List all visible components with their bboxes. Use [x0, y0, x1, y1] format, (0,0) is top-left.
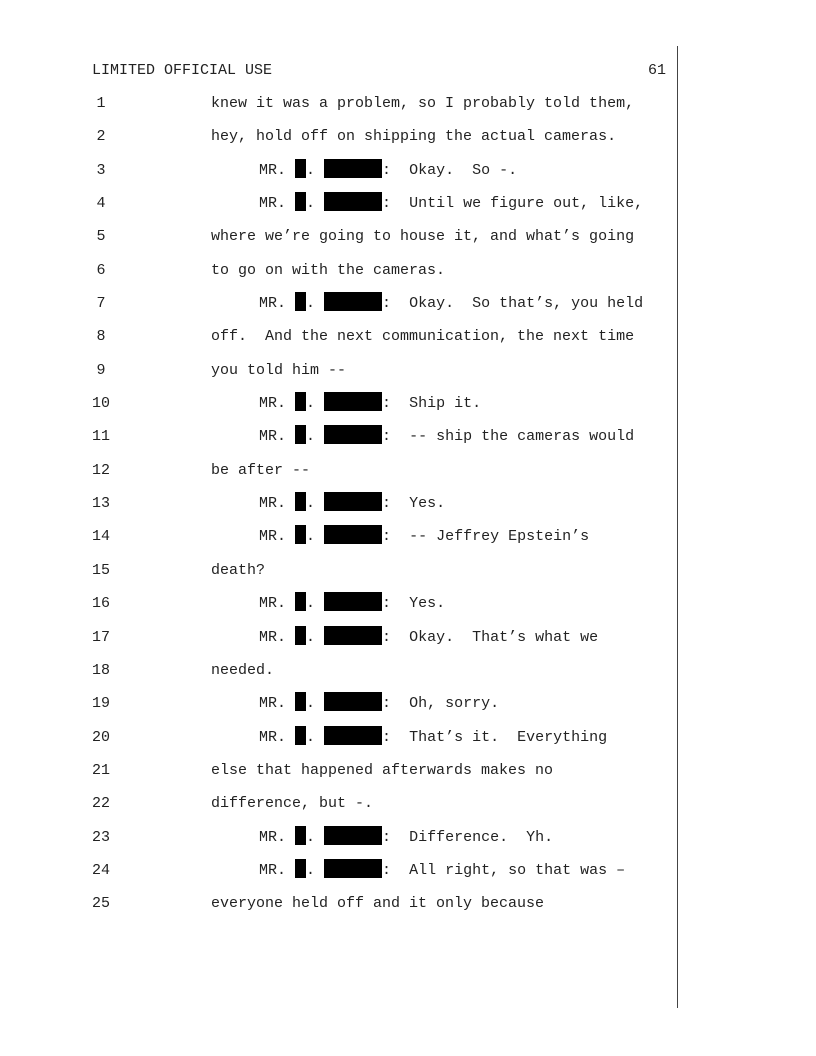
- redaction-initial: [295, 592, 306, 611]
- line-number: 1: [96, 95, 106, 112]
- transcript-line: [0, 320, 816, 353]
- speaker-line: MR. . : All right, so that was –: [259, 854, 625, 887]
- transcript-line: [0, 120, 816, 153]
- transcript-line: [0, 821, 816, 854]
- line-number: 8: [96, 328, 106, 346]
- spoken-text: Oh, sorry.: [409, 695, 500, 713]
- line-number: 24: [91, 861, 110, 879]
- transcript-line: [0, 554, 816, 587]
- continuation-text: you told him --: [211, 361, 347, 379]
- transcript-line: [0, 654, 816, 687]
- line-number: 14: [91, 528, 110, 546]
- redaction-initial: [295, 392, 306, 411]
- line-number: 7: [96, 295, 106, 313]
- speaker-line: MR. . : -- ship the cameras would: [259, 420, 634, 453]
- line-number: 13: [91, 495, 110, 513]
- redaction-surname: [324, 392, 382, 411]
- speaker-line: MR. . : Ship it.: [259, 387, 481, 420]
- line-number: 4: [96, 195, 106, 213]
- line-number: 10: [91, 395, 110, 413]
- redaction-initial: [295, 525, 306, 544]
- transcript-line: [0, 687, 816, 720]
- speaker-line: MR. . : -- Jeffrey Epstein’s: [259, 520, 589, 553]
- speaker-line: MR. . : That’s it. Everything: [259, 721, 607, 754]
- redaction-surname: [324, 726, 382, 745]
- spoken-text: Difference. Yh.: [409, 828, 554, 846]
- spoken-text: All right, so that was –: [409, 861, 626, 879]
- line-number: 15: [91, 561, 110, 579]
- speaker-line: MR. . : Yes.: [259, 587, 445, 620]
- speaker-title: MR.: [259, 295, 287, 313]
- line-number: 16: [91, 595, 110, 613]
- continuation-text: needed.: [211, 661, 275, 679]
- transcript-line: [0, 220, 816, 253]
- spoken-text: Okay. That’s what we: [409, 628, 599, 646]
- speaker-line: MR. . : Difference. Yh.: [259, 821, 553, 854]
- line-number: 17: [91, 628, 110, 646]
- redaction-surname: [324, 626, 382, 645]
- transcript-line: [0, 154, 816, 187]
- redaction-initial: [295, 626, 306, 645]
- line-number: 3: [96, 161, 106, 179]
- line-number: 19: [91, 695, 110, 713]
- redaction-surname: [324, 592, 382, 611]
- redaction-initial: [295, 692, 306, 711]
- line-number: 22: [91, 795, 110, 813]
- line-number: 11: [91, 428, 110, 446]
- transcript-line: [0, 454, 816, 487]
- spoken-text: Yes.: [409, 495, 446, 513]
- redaction-initial: [295, 425, 306, 444]
- redaction-initial: [295, 492, 306, 511]
- page-number: 61: [647, 62, 666, 79]
- transcript-lines: [0, 87, 816, 921]
- speaker-title: MR.: [259, 161, 287, 179]
- transcript-line: [0, 387, 816, 420]
- speaker-title: MR.: [259, 195, 287, 213]
- speaker-line: MR. . : Yes.: [259, 487, 445, 520]
- redaction-surname: [324, 692, 382, 711]
- redaction-surname: [324, 192, 382, 211]
- transcript-line: [0, 87, 816, 120]
- line-number: 18: [91, 661, 110, 679]
- transcript-line: [0, 287, 816, 320]
- line-number: 6: [96, 261, 106, 279]
- spoken-text: Until we figure out, like,: [409, 195, 644, 213]
- redaction-initial: [295, 159, 306, 178]
- redaction-initial: [295, 192, 306, 211]
- continuation-text: death?: [211, 561, 266, 579]
- speaker-title: MR.: [259, 861, 287, 879]
- line-number: 5: [96, 228, 106, 246]
- continuation-text: to go on with the cameras.: [211, 261, 446, 279]
- transcript-line: [0, 887, 816, 920]
- transcript-line: [0, 354, 816, 387]
- line-number: 23: [91, 828, 110, 846]
- speaker-title: MR.: [259, 628, 287, 646]
- transcript-line: [0, 520, 816, 553]
- transcript-line: [0, 254, 816, 287]
- transcript-line: [0, 420, 816, 453]
- continuation-text: off. And the next communication, the next time: [211, 328, 635, 346]
- continuation-text: knew it was a problem, so I probably told them,: [211, 95, 635, 112]
- speaker-title: MR.: [259, 428, 287, 446]
- transcript-line: [0, 587, 816, 620]
- redaction-initial: [295, 859, 306, 878]
- spoken-text: That’s it. Everything: [409, 728, 608, 746]
- transcript-line: [0, 854, 816, 887]
- line-number: 9: [96, 361, 106, 379]
- speaker-title: MR.: [259, 495, 287, 513]
- speaker-line: MR. . : Okay. So that’s, you held: [259, 287, 643, 320]
- spoken-text: -- Jeffrey Epstein’s: [409, 528, 590, 546]
- redaction-surname: [324, 859, 382, 878]
- speaker-line: MR. . : Until we figure out, like,: [259, 187, 643, 220]
- transcript-line: [0, 187, 816, 220]
- continuation-text: everyone held off and it only because: [211, 895, 545, 913]
- redaction-initial: [295, 826, 306, 845]
- spoken-text: -- ship the cameras would: [409, 428, 635, 446]
- continuation-text: where we’re going to house it, and what’s going: [211, 228, 635, 246]
- redaction-surname: [324, 292, 382, 311]
- speaker-title: MR.: [259, 528, 287, 546]
- redaction-surname: [324, 425, 382, 444]
- redaction-initial: [295, 292, 306, 311]
- redaction-surname: [324, 525, 382, 544]
- speaker-line: MR. . : Okay. That’s what we: [259, 621, 598, 654]
- line-number: 21: [91, 761, 110, 779]
- redaction-surname: [324, 826, 382, 845]
- speaker-title: MR.: [259, 695, 287, 713]
- continuation-text: be after --: [211, 461, 311, 479]
- line-number: 20: [91, 728, 110, 746]
- continuation-text: difference, but -.: [211, 795, 374, 813]
- speaker-title: MR.: [259, 728, 287, 746]
- continuation-text: hey, hold off on shipping the actual cameras.: [211, 128, 617, 146]
- transcript-line: [0, 787, 816, 820]
- redaction-initial: [295, 726, 306, 745]
- speaker-title: MR.: [259, 395, 287, 413]
- speaker-title: MR.: [259, 828, 287, 846]
- spoken-text: Okay. So that’s, you held: [409, 295, 644, 313]
- speaker-line: MR. . : Okay. So -.: [259, 154, 517, 187]
- transcript-line: [0, 621, 816, 654]
- speaker-line: MR. . : Oh, sorry.: [259, 687, 499, 720]
- speaker-title: MR.: [259, 595, 287, 613]
- redaction-surname: [324, 159, 382, 178]
- spoken-text: Ship it.: [409, 395, 482, 413]
- transcript-line: [0, 721, 816, 754]
- transcript-line: [0, 487, 816, 520]
- line-number: 2: [96, 128, 106, 146]
- line-number: 12: [91, 461, 110, 479]
- spoken-text: Yes.: [409, 595, 446, 613]
- spoken-text: Okay. So -.: [409, 161, 518, 179]
- line-number: 25: [91, 895, 110, 913]
- classification-header: LIMITED OFFICIAL USE: [92, 62, 273, 79]
- transcript-line: [0, 754, 816, 787]
- redaction-surname: [324, 492, 382, 511]
- continuation-text: else that happened afterwards makes no: [211, 761, 554, 779]
